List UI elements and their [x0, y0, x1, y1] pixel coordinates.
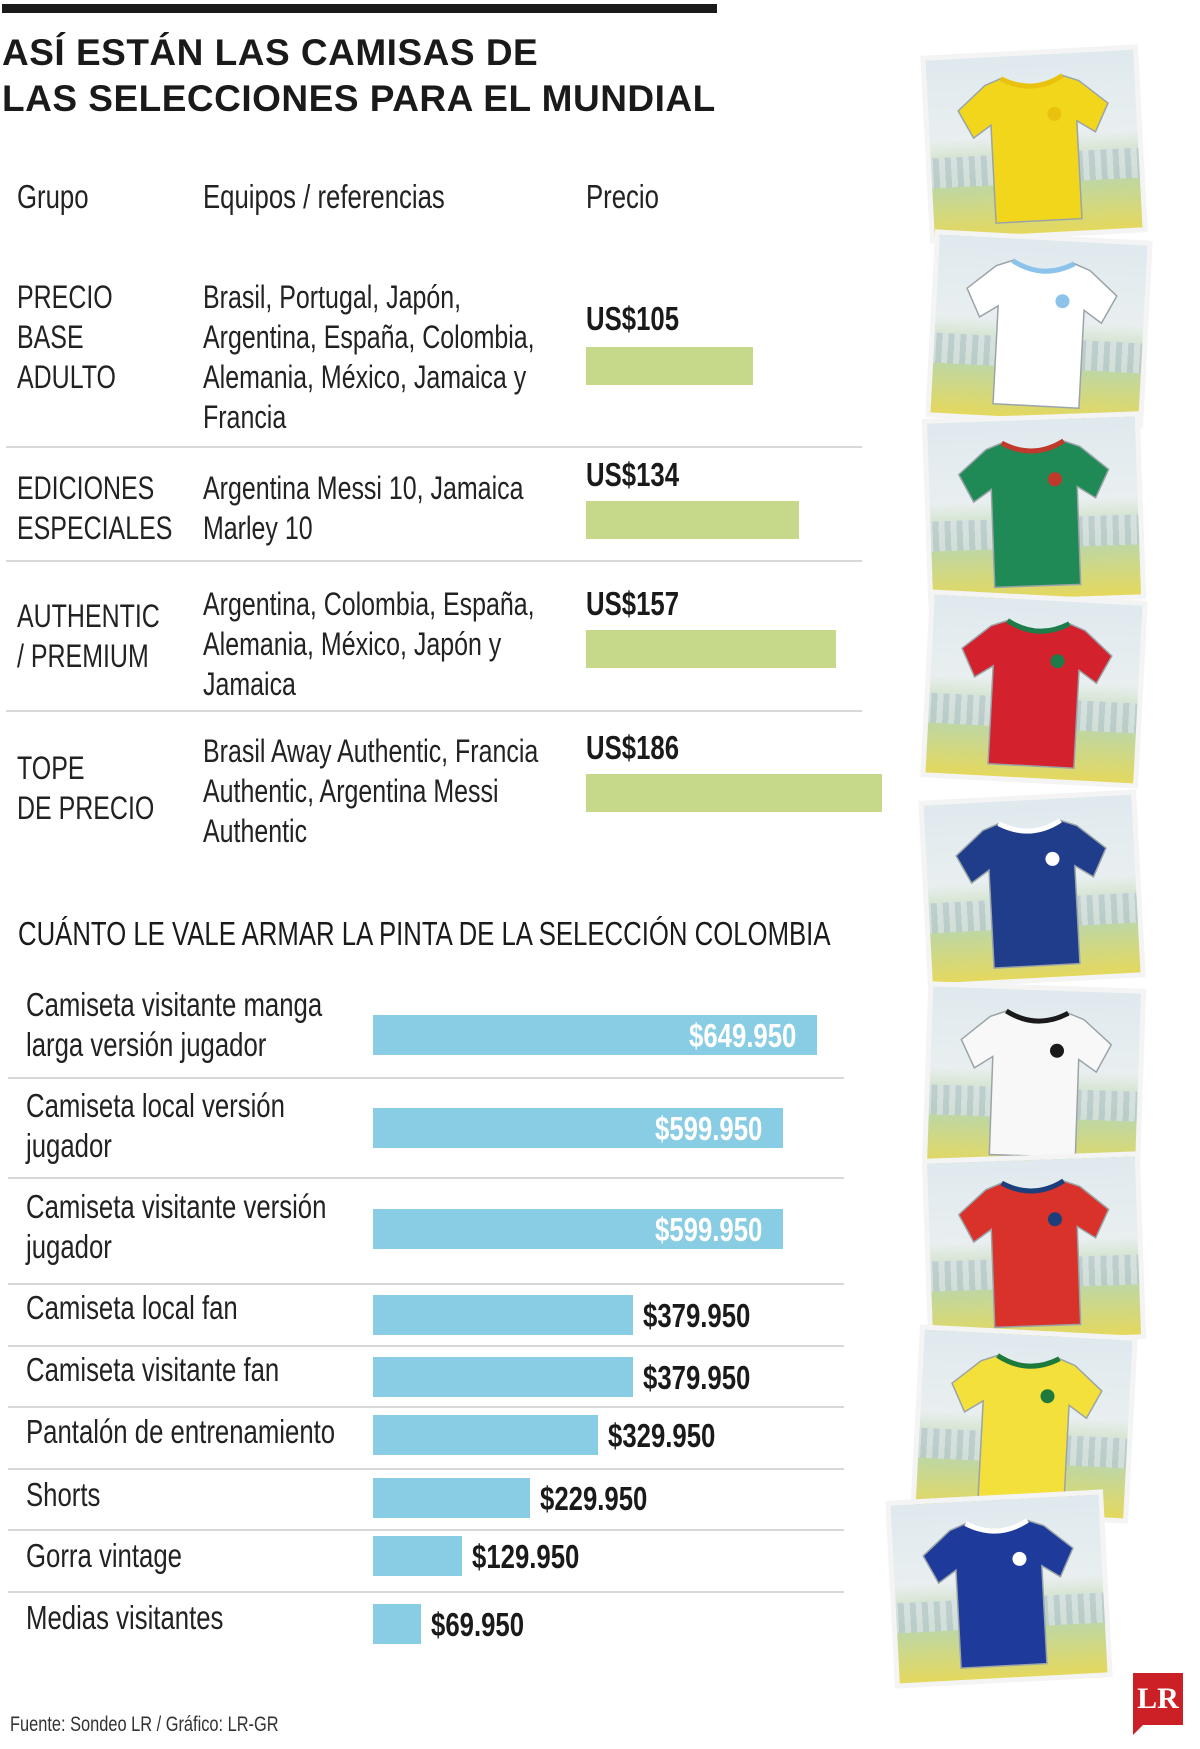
teams-line: Alemania, México, Jamaica y: [203, 359, 527, 395]
value-bar: [373, 1604, 421, 1644]
teams-line: Marley 10: [203, 510, 313, 546]
group-label: [17, 748, 154, 828]
jersey-photo: [925, 595, 1142, 784]
item-label-line: larga versión jugador: [26, 1026, 267, 1063]
group-label-line: DE PRECIO: [17, 790, 155, 826]
value-label: $649.950: [689, 1017, 797, 1054]
item-label: [26, 1536, 182, 1576]
jersey-body: [958, 439, 1113, 588]
value-label: $229.950: [540, 1480, 648, 1517]
value-label: $329.950: [608, 1417, 716, 1454]
row-divider: [6, 446, 862, 448]
item-label: [26, 1475, 100, 1515]
group-label-line: BASE: [17, 319, 84, 355]
japan-jersey-icon: [890, 1495, 1107, 1684]
teams-list: [203, 468, 523, 548]
item-label-line: jugador: [26, 1228, 112, 1265]
value-label: $69.950: [431, 1606, 525, 1643]
teams-line: Argentina, Colombia, España,: [203, 586, 535, 622]
item-label: [26, 1288, 238, 1328]
item-label-line: Medias visitantes: [26, 1599, 224, 1636]
item-label: [26, 1086, 285, 1166]
row-divider: [8, 1345, 844, 1347]
group-label: [17, 596, 160, 676]
jersey-body: [922, 1518, 1079, 1670]
group-label-line: EDICIONES: [17, 470, 155, 506]
mexico-jersey-icon: [927, 416, 1141, 601]
header-group: Grupo: [17, 178, 89, 215]
jersey-body: [961, 258, 1118, 410]
price-label: US$134: [586, 456, 680, 493]
page-title: [2, 30, 722, 122]
value-bar: [373, 1478, 530, 1518]
value-label: $599.950: [655, 1110, 763, 1147]
header-price: Precio: [586, 178, 659, 215]
item-label-line: Shorts: [26, 1476, 101, 1513]
header-teams: Equipos / referencias: [203, 178, 445, 215]
item-label-line: Camiseta visitante manga: [26, 986, 323, 1023]
jersey-body: [956, 618, 1113, 770]
group-label: [17, 277, 116, 397]
group-label-line: AUTHENTIC: [17, 598, 160, 634]
price-bar: [586, 347, 753, 385]
row-divider: [8, 1077, 844, 1079]
row-divider: [8, 1177, 844, 1179]
item-label-line: jugador: [26, 1127, 112, 1164]
teams-line: Argentina, España, Colombia,: [203, 319, 535, 355]
portugal-jersey-icon: [925, 595, 1142, 784]
title-line-1: ASÍ ESTÁN LAS CAMISAS DE: [2, 32, 539, 73]
jersey-body: [946, 1353, 1103, 1505]
row-divider: [8, 1406, 844, 1408]
item-label-line: Camiseta visitante versión: [26, 1188, 327, 1225]
france-jersey-icon: [923, 795, 1140, 984]
item-label-line: Camiseta local fan: [26, 1289, 238, 1326]
jersey-body: [958, 1179, 1113, 1328]
teams-list: [203, 731, 538, 851]
value-label: $379.950: [643, 1359, 751, 1396]
row-divider: [6, 560, 862, 562]
jersey-photo: [925, 50, 1142, 239]
group-label-line: ESPECIALES: [17, 510, 173, 546]
jersey-photo: [923, 795, 1140, 984]
spain-jersey-icon: [927, 1156, 1141, 1341]
row-divider: [8, 1591, 844, 1593]
value-label: $129.950: [472, 1538, 580, 1575]
teams-line: Alemania, México, Japón y: [203, 626, 502, 662]
jersey-photo: [927, 986, 1141, 1171]
item-label-line: Camiseta visitante fan: [26, 1351, 280, 1388]
item-label: [26, 1412, 335, 1452]
value-bar: [373, 1536, 462, 1576]
colombia-chart-title: CUÁNTO LE VALE ARMAR LA PINTA DE LA SELECCIÓN COLOMBIA: [18, 915, 831, 952]
top-rule: [2, 4, 717, 13]
jersey-photo: [890, 1495, 1107, 1684]
value-bar: [373, 1415, 598, 1455]
teams-line: Jamaica: [203, 666, 296, 702]
item-label: [26, 1598, 223, 1638]
item-label-line: Camiseta local versión: [26, 1087, 285, 1124]
value-label: $379.950: [643, 1297, 751, 1334]
price-label: US$186: [586, 729, 680, 766]
jersey-photo: [930, 235, 1147, 424]
jersey-body: [957, 73, 1114, 225]
price-label: US$157: [586, 585, 680, 622]
jersey-photo: [927, 416, 1141, 601]
germany-jersey-icon: [927, 986, 1141, 1171]
value-bar: [373, 1295, 633, 1335]
colombia-jersey-icon: [925, 50, 1142, 239]
teams-line: Brasil Away Authentic, Francia: [203, 733, 539, 769]
value-label: $599.950: [655, 1211, 763, 1248]
teams-line: Argentina Messi 10, Jamaica: [203, 470, 524, 506]
item-label: [26, 1350, 279, 1390]
jersey-body: [957, 1009, 1112, 1158]
brazil-jersey-icon: [915, 1330, 1132, 1519]
teams-line: Authentic: [203, 813, 308, 849]
item-label-line: Gorra vintage: [26, 1537, 182, 1574]
group-label-line: TOPE: [17, 750, 85, 786]
teams-line: Francia: [203, 399, 287, 435]
row-divider: [8, 1529, 844, 1531]
item-label-line: Pantalón de entrenamiento: [26, 1413, 336, 1450]
teams-list: [203, 277, 535, 437]
price-label: US$105: [586, 300, 680, 337]
item-label: [26, 1187, 326, 1267]
item-label: [26, 985, 322, 1065]
teams-line: Authentic, Argentina Messi: [203, 773, 499, 809]
group-label-line: ADULTO: [17, 359, 116, 395]
jersey-photo: [927, 1156, 1141, 1341]
row-divider: [8, 1283, 844, 1285]
teams-line: Brasil, Portugal, Japón,: [203, 279, 462, 315]
value-bar: [373, 1357, 633, 1397]
price-bar: [586, 501, 799, 539]
group-label-line: PRECIO: [17, 279, 113, 315]
lr-logo: LR: [1133, 1673, 1183, 1725]
jersey-photo: [915, 1330, 1132, 1519]
price-bar: [586, 630, 836, 668]
source-note: Fuente: Sondeo LR / Gráfico: LR-GR: [10, 1713, 279, 1736]
jersey-body: [955, 818, 1112, 970]
teams-list: [203, 584, 535, 704]
row-divider: [6, 710, 862, 712]
title-line-2: LAS SELECCIONES PARA EL MUNDIAL: [2, 78, 716, 119]
price-bar: [586, 774, 882, 812]
group-label: [17, 468, 172, 548]
row-divider: [8, 1468, 844, 1470]
group-label-line: / PREMIUM: [17, 638, 149, 674]
argentina-jersey-icon: [930, 235, 1147, 424]
